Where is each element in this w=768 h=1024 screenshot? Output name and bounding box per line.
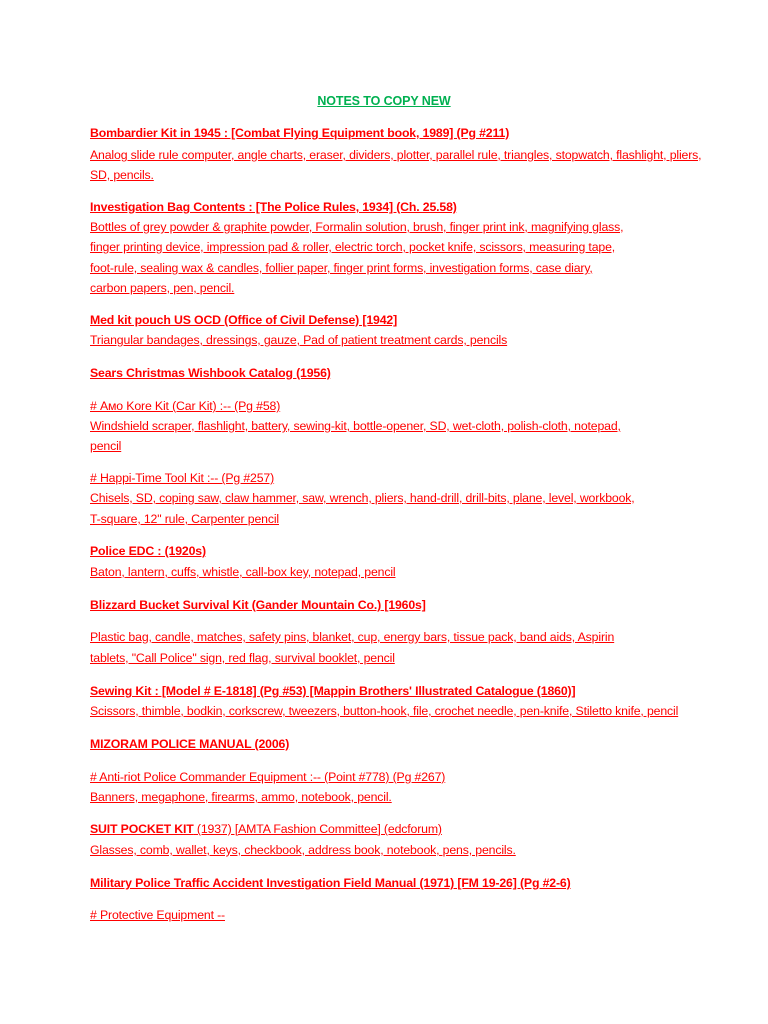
entry-heading: Military Police Traffic Accident Investigation Field Manual (1971) [FM 19-26] (Pg #2-6) [90, 876, 571, 890]
entry-body-line: foot-rule, sealing wax & candles, follier paper, finger print forms, investigation forms, case diary, [90, 261, 593, 275]
entry-heading-bold: SUIT POCKET KIT [90, 822, 194, 836]
entry-heading: MIZORAM POLICE MANUAL (2006) [90, 737, 290, 751]
entry-body-line: finger printing device, impression pad & roller, electric torch, pocket knife, scissors, measuring tape, [90, 240, 616, 254]
entry-heading-rest: (1937) [AMTA Fashion Committee] (edcforum) [193, 822, 442, 836]
entry-heading: Blizzard Bucket Survival Kit (Gander Mountain Co.) [1960s] [90, 598, 426, 612]
entry-heading: # Happi-Time Tool Kit :-- (Pg #257) [90, 471, 275, 485]
entry-heading: Bombardier Kit in 1945 : [Combat Flying Equipment book, 1989] (Pg #211) [90, 126, 510, 140]
entry-body-line: Plastic bag, candle, matches, safety pins, blanket, cup, energy bars, tissue pack, band aids, Aspirin [90, 630, 615, 644]
entry-body-line: carbon papers, pen, pencil. [90, 281, 235, 295]
entry-heading: # Anti-riot Police Commander Equipment :-- (Point #778) (Pg #267) [90, 770, 446, 784]
entry-body-line: Banners, megaphone, firearms, ammo, notebook, pencil. [90, 790, 392, 804]
entry-body-line: Triangular bandages, dressings, gauze, Pad of patient treatment cards, pencils [90, 333, 508, 347]
entry-heading: Police EDC : (1920s) [90, 544, 206, 558]
entry-body-line: pencil [90, 439, 122, 453]
entry-body-line: tablets, "Call Police" sign, red flag, survival booklet, pencil [90, 651, 395, 665]
entry-heading [90, 820, 442, 838]
entry-heading: # Амо Kore Kit (Car Kit) :-- (Pg #58) [90, 399, 281, 413]
entry-body-line: SD, pencils. [90, 168, 154, 182]
entry-body-line: Baton, lantern, cuffs, whistle, call-box key, notepad, pencil [90, 565, 396, 579]
entry-body-line: Windshield scraper, flashlight, battery, sewing-kit, bottle-opener, SD, wet-cloth, polish-cloth, notepad, [90, 419, 621, 433]
entry-heading: Sears Christmas Wishbook Catalog (1956) [90, 366, 331, 380]
entry-heading: # Protective Equipment -- [90, 908, 225, 922]
entry-heading: Sewing Kit : [Model # E-1818] (Pg #53) [Mappin Brothers' Illustrated Catalogue (1860)] [90, 684, 576, 698]
entry-body-line: Scissors, thimble, bodkin, corkscrew, tweezers, button-hook, file, crochet needle, pen-knife, Stiletto knife, pencil [90, 704, 679, 718]
entry-body-line: Glasses, comb, wallet, keys, checkbook, address book, notebook, pens, pencils. [90, 843, 516, 857]
entry-body-line: Chisels, SD, coping saw, claw hammer, saw, wrench, pliers, hand-drill, drill-bits, plane, level, workbook, [90, 491, 635, 505]
page-title: NOTES TO COPY NEW [317, 94, 451, 108]
entry-body-line: Bottles of grey powder & graphite powder, Formalin solution, brush, finger print ink, magnifying glass, [90, 220, 624, 234]
entry-heading: Med kit pouch US OCD (Office of Civil Defense) [1942] [90, 313, 398, 327]
entry-body-line: Analog slide rule computer, angle charts, eraser, dividers, plotter, parallel rule, triangles, stopwatch, flashlight, pliers, [90, 148, 702, 162]
entry-heading: Investigation Bag Contents : [The Police Rules, 1934] (Ch. 25.58) [90, 200, 457, 214]
entry-body-line: T-square, 12" rule, Carpenter pencil [90, 512, 279, 526]
